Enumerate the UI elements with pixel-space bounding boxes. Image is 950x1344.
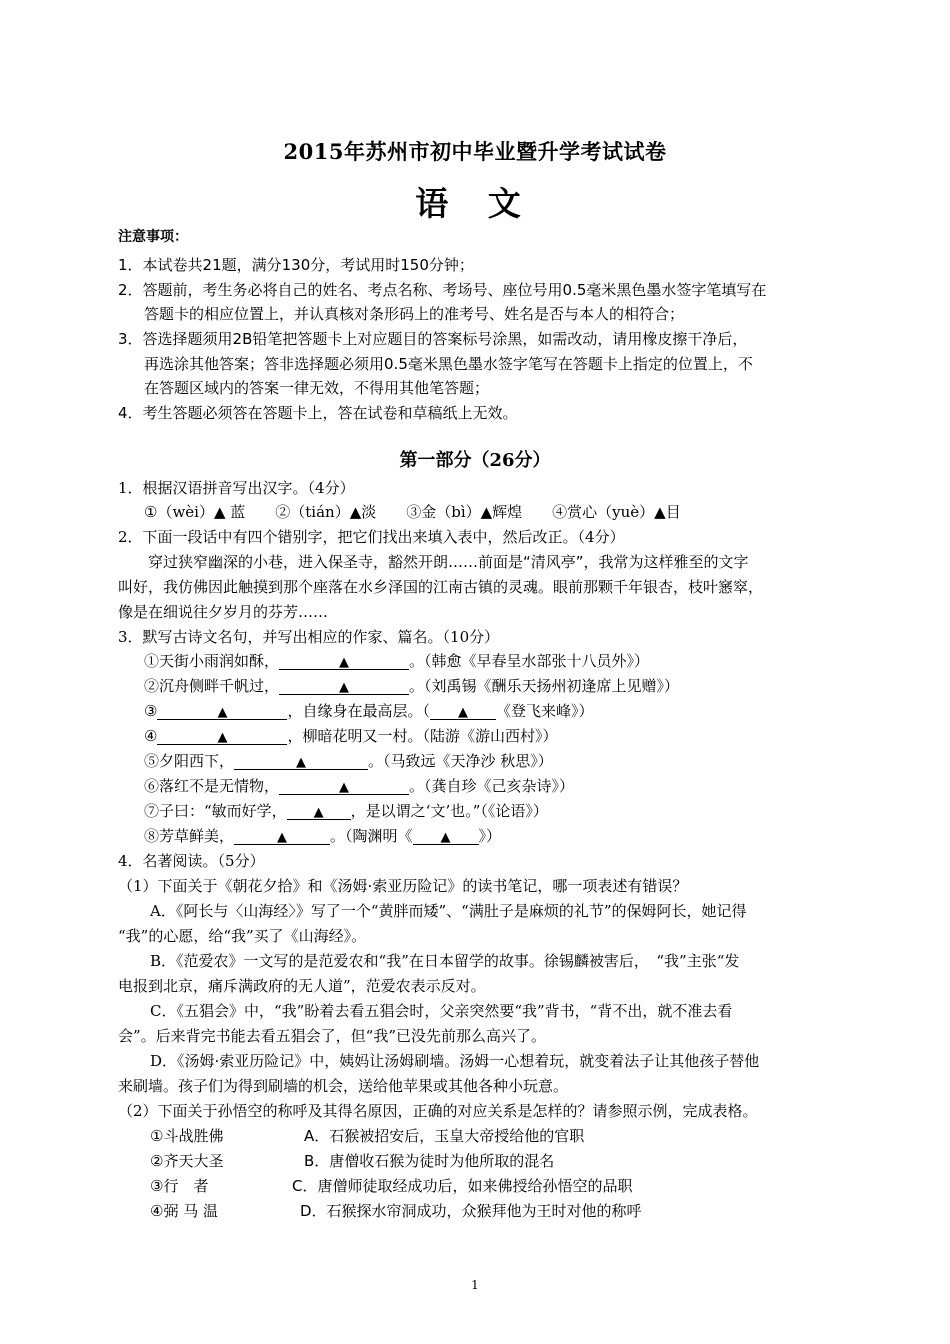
name-reason: D．石猴探水帘洞成功，众猴拜他为王时对他的称呼 xyxy=(300,1202,642,1220)
answer-blank[interactable]: ▲ xyxy=(279,652,409,670)
notice-item: 再选涂其他答案；答非选择题必须用0.5毫米黑色墨水签字笔写在答题卡上指定的位置上，不 xyxy=(144,355,753,373)
option-c-cont: 会”。后来背完书能去看五猖会了，但“我”已没先前那么高兴了。 xyxy=(118,1027,547,1045)
question-2-passage: 叫好，我仿佛因此触摸到那个座落在水乡泽国的江南古镇的灵魂。眼前那颗千年银杏，枝叶窸窣， xyxy=(118,578,764,596)
question-4-stem: 4．名著阅读。（5分） xyxy=(118,852,265,870)
recitation-line: ④ ▲ ，柳暗花明又一村。（陆游《游山西村》） xyxy=(144,727,558,745)
notice-heading: 注意事项： xyxy=(118,229,188,245)
wukong-name: ①斗战胜佛 xyxy=(150,1127,224,1145)
section-heading: 第一部分（26分） xyxy=(399,450,551,471)
answer-blank[interactable]: ▲ xyxy=(234,752,368,770)
question-4-sub2: （2）下面关于孙悟空的称呼及其得名原因，正确的对应关系是怎样的？请参照示例，完成表格。 xyxy=(118,1102,758,1120)
notice-item: 在答题区域内的答案一律无效，不得用其他笔答题； xyxy=(144,379,490,397)
question-1-items: ①（wèi）▲ 蓝 ②（tián）▲淡 ③金（bì）▲辉煌 ④赏心（yuè）▲目 xyxy=(144,503,681,521)
question-2-stem: 2．下面一段话中有四个错别字，把它们找出来填入表中，然后改正。（4分） xyxy=(118,528,625,546)
answer-blank[interactable]: ▲ xyxy=(279,677,409,695)
recitation-line: ⑧芳草鲜美， ▲ 。（陶渊明《 ▲ 》） xyxy=(144,827,502,845)
notice-item: 3．答选择题须用2B铅笔把答题卡上对应题目的答案标号涂黑，如需改动，请用橡皮擦干净后， xyxy=(118,330,748,348)
question-4-sub1: （1）下面关于《朝花夕拾》和《汤姆·索亚历险记》的读书笔记，哪一项表述有错误？ xyxy=(118,877,688,895)
recitation-line: ②沉舟侧畔千帆过， ▲ 。（刘禹锡《酬乐天扬州初逢席上见赠》） xyxy=(144,677,680,695)
page-number: 1 xyxy=(471,1278,479,1292)
question-2-passage: 穿过狭窄幽深的小巷，进入保圣寺，豁然开朗……前面是“清风亭”，我常为这样雅至的文字 xyxy=(148,553,749,571)
answer-blank[interactable]: ▲ xyxy=(157,727,287,745)
exam-title: 2015年苏州市初中毕业暨升学考试试卷 xyxy=(283,139,667,164)
recitation-line: ①天街小雨润如酥， ▲ 。（韩愈《早春呈水部张十八员外》） xyxy=(144,652,650,670)
answer-blank[interactable]: ▲ xyxy=(287,802,351,820)
answer-blank[interactable]: ▲ xyxy=(234,827,330,845)
answer-blank[interactable]: ▲ xyxy=(279,777,409,795)
notice-item: 4．考生答题必须答在答题卡上，答在试卷和草稿纸上无效。 xyxy=(118,404,518,422)
notice-item: 答题卡的相应位置上，并认真核对条形码上的准考号、姓名是否与本人的相符合； xyxy=(144,305,685,323)
answer-blank[interactable]: ▲ xyxy=(413,827,479,845)
name-reason: B．唐僧收石猴为徒时为他所取的混名 xyxy=(304,1152,555,1170)
wukong-name: ②齐天大圣 xyxy=(150,1152,224,1170)
notice-item: 2．答题前，考生务必将自己的姓名、考点名称、考场号、座位号用0.5毫米黑色墨水签字笔填写在 xyxy=(118,281,767,299)
answer-blank[interactable]: ▲ xyxy=(430,702,496,720)
option-b-cont: 电报到北京，痛斥满政府的无人道”，范爱农表示反对。 xyxy=(118,977,486,995)
notice-item: 1．本试卷共21题，满分130分，考试用时150分钟； xyxy=(118,256,474,274)
question-3-stem: 3．默写古诗文名句，并写出相应的作家、篇名。（10分） xyxy=(118,628,500,646)
option-a: A．《阿长与〈山海经〉》写了一个“黄胖而矮”、“满肚子是麻烦的礼节”的保姆阿长，她记得 xyxy=(150,902,747,920)
option-a-cont: “我”的心愿，给“我”买了《山海经》。 xyxy=(118,927,367,945)
recitation-line: ③ ▲ ，自缘身在最高层。（ ▲ 《登飞来峰》） xyxy=(144,702,594,720)
wukong-name: ④弼 马 温 xyxy=(150,1202,218,1220)
subject-title: 语 文 xyxy=(415,184,535,223)
recitation-line: ⑥落红不是无情物， ▲ 。（龚自珍《己亥杂诗》） xyxy=(144,777,575,795)
name-reason: A．石猴被招安后，玉皇大帝授给他的官职 xyxy=(304,1127,585,1145)
question-2-passage: 像是在细说往夕岁月的芬芳…… xyxy=(118,603,329,621)
question-1-stem: 1．根据汉语拼音写出汉字。（4分） xyxy=(118,479,355,497)
wukong-name: ③行 者 xyxy=(150,1177,209,1195)
option-b: B．《范爱农》一文写的是范爱农和“我”在日本留学的故事。徐锡麟被害后， “我”主张“发 xyxy=(150,952,740,970)
answer-blank[interactable]: ▲ xyxy=(157,702,287,720)
recitation-line: ⑦子曰：“敏而好学， ▲ ，是以谓之‘文’也。”（《论语》） xyxy=(144,802,548,820)
name-reason: C．唐僧师徒取经成功后，如来佛授给孙悟空的品职 xyxy=(292,1177,633,1195)
option-c: C．《五猖会》中，“我”盼着去看五猖会时，父亲突然要“我”背书，“背不出，就不准去看 xyxy=(150,1002,733,1020)
option-d: D．《汤姆·索亚历险记》中，姨妈让汤姆刷墙。汤姆一心想着玩，就变着法子让其他孩子替他 xyxy=(150,1052,760,1070)
option-d-cont: 来刷墙。孩子们为得到刷墙的机会，送给他苹果或其他各种小玩意。 xyxy=(118,1077,569,1095)
recitation-line: ⑤夕阳西下， ▲ 。（马致远《天净沙 秋思》） xyxy=(144,752,553,770)
